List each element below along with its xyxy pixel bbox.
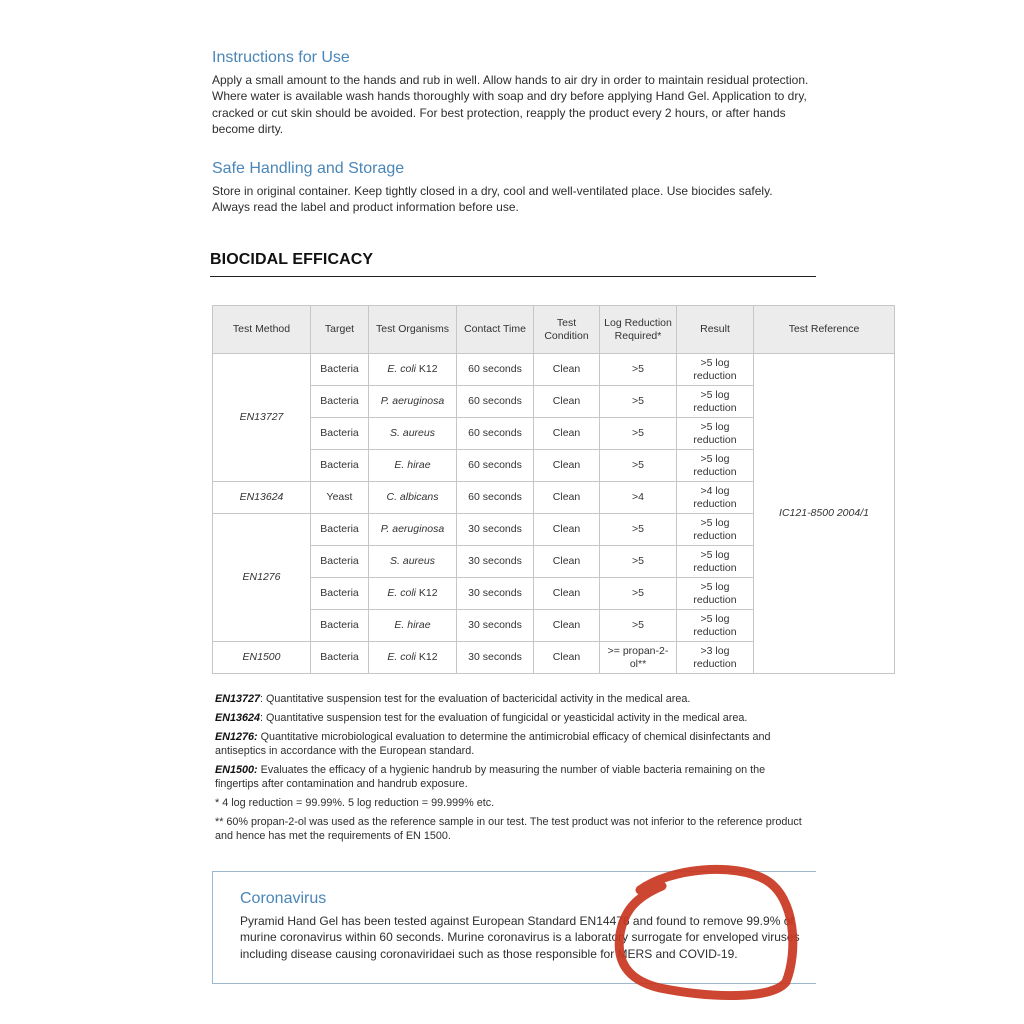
organism-name: P. aeruginosa xyxy=(380,395,445,407)
result-cell: >5 log reduction xyxy=(677,450,754,482)
log-reduction-required-cell: >4 xyxy=(600,482,677,514)
test-method-cell: EN1500 xyxy=(213,642,311,674)
target-cell: Bacteria xyxy=(311,578,369,610)
footnote-code: EN1276: xyxy=(215,731,258,743)
test-condition-cell: Clean xyxy=(534,386,600,418)
test-method-cell: EN1276 xyxy=(213,514,311,642)
test-condition-cell: Clean xyxy=(534,482,600,514)
organism-name: C. albicans xyxy=(386,491,439,503)
coronavirus-box xyxy=(212,871,816,984)
test-organism-cell xyxy=(369,386,457,418)
instructions-title: Instructions for Use xyxy=(212,49,350,66)
test-organism-cell xyxy=(369,546,457,578)
contact-time-cell: 60 seconds xyxy=(457,354,534,386)
target-cell: Bacteria xyxy=(311,418,369,450)
target-cell: Bacteria xyxy=(311,450,369,482)
test-organism-cell xyxy=(369,514,457,546)
footnote xyxy=(215,796,805,810)
contact-time-cell: 30 seconds xyxy=(457,546,534,578)
contact-time-cell: 60 seconds xyxy=(457,450,534,482)
test-condition-cell: Clean xyxy=(534,610,600,642)
log-reduction-required-cell: >5 xyxy=(600,514,677,546)
footnote xyxy=(215,763,805,791)
test-condition-cell: Clean xyxy=(534,642,600,674)
organism-name: E. hirae xyxy=(394,459,431,471)
table-header-cell: Log Reduction Required* xyxy=(600,306,677,354)
footnote-code: EN13727 xyxy=(215,693,261,705)
test-organism-cell xyxy=(369,418,457,450)
table-row xyxy=(213,354,895,386)
contact-time-cell: 30 seconds xyxy=(457,610,534,642)
organism-name: E. coli xyxy=(387,587,416,599)
test-reference-cell: IC121-8500 2004/1 xyxy=(754,354,895,674)
result-cell: >5 log reduction xyxy=(677,578,754,610)
log-reduction-required-cell: >5 xyxy=(600,418,677,450)
test-condition-cell: Clean xyxy=(534,450,600,482)
table-header-cell: Test Method xyxy=(213,306,311,354)
result-cell: >5 log reduction xyxy=(677,354,754,386)
organism-strain: K12 xyxy=(415,363,438,375)
organism-name: E. coli xyxy=(387,363,416,375)
organism-name: E. coli xyxy=(387,651,416,663)
result-cell: >5 log reduction xyxy=(677,386,754,418)
table-header-row xyxy=(213,306,895,354)
contact-time-cell: 60 seconds xyxy=(457,482,534,514)
organism-name: S. aureus xyxy=(390,427,435,439)
contact-time-cell: 60 seconds xyxy=(457,418,534,450)
target-cell: Bacteria xyxy=(311,610,369,642)
test-organism-cell xyxy=(369,642,457,674)
footnote-text: Quantitative microbiological evaluation to determine the antimicrobial efficacy of chemical disinfectants and antiseptics in accordance with the European standard. xyxy=(215,731,771,757)
table-header-cell: Target xyxy=(311,306,369,354)
test-method-cell: EN13727 xyxy=(213,354,311,482)
table-header-cell: Test Organisms xyxy=(369,306,457,354)
test-condition-cell: Clean xyxy=(534,418,600,450)
footnote-text: Quantitative suspension test for the evaluation of bactericidal activity in the medical area. xyxy=(266,693,691,705)
table-header-cell: Test Reference xyxy=(754,306,895,354)
footnote: EN13624: Quantitative suspension test for the evaluation of fungicidal or yeasticidal activity in the medical area. xyxy=(215,712,748,724)
target-cell: Bacteria xyxy=(311,642,369,674)
test-organism-cell xyxy=(369,450,457,482)
footnote-code: EN13624 xyxy=(215,712,261,724)
biocidal-efficacy-title: BIOCIDAL EFFICACY xyxy=(210,251,374,268)
coronavirus-text: Pyramid Hand Gel has been tested against European Standard EN14476 and found to remove 99.9% of murine coronavirus within 60 seconds. Murine coronavirus is a laboratory surrogate for enveloped viruses including disease causing coronaviridaei such as those responsible for MERS and COVID-19. xyxy=(240,914,800,961)
target-cell: Yeast xyxy=(311,482,369,514)
footnote-text: ** 60% propan-2-ol was used as the reference sample in our test. The test product was not inferior to the reference product and hence has met the requirements of EN 1500. xyxy=(215,816,802,842)
organism-strain: K12 xyxy=(415,587,438,599)
efficacy-table-container xyxy=(212,305,869,675)
footnotes xyxy=(215,692,805,848)
log-reduction-required-cell: >5 xyxy=(600,610,677,642)
result-cell: >3 log reduction xyxy=(677,642,754,674)
coronavirus-title: Coronavirus xyxy=(240,890,327,907)
log-reduction-required-cell: >5 xyxy=(600,354,677,386)
result-cell: >4 log reduction xyxy=(677,482,754,514)
footnote-text: Evaluates the efficacy of a hygienic handrub by measuring the number of viable bacteria remaining on the fingertips after contamination and handrub exposure. xyxy=(215,764,766,790)
log-reduction-required-cell: >= propan-2-ol** xyxy=(600,642,677,674)
result-cell: >5 log reduction xyxy=(677,546,754,578)
table-header-cell: Test Condition xyxy=(534,306,600,354)
storage-title: Safe Handling and Storage xyxy=(212,160,405,177)
contact-time-cell: 30 seconds xyxy=(457,578,534,610)
storage-text: Store in original container. Keep tightly closed in a dry, cool and well-ventilated place. Use biocides safely. Always read the label and product information before use. xyxy=(212,184,773,215)
footnote-text: * 4 log reduction = 99.99%. 5 log reduction = 99.999% etc. xyxy=(215,797,495,809)
organism-strain: K12 xyxy=(415,651,438,663)
table-header-cell: Contact Time xyxy=(457,306,534,354)
efficacy-table xyxy=(212,305,895,674)
target-cell: Bacteria xyxy=(311,354,369,386)
result-cell: >5 log reduction xyxy=(677,514,754,546)
table-header-cell: Result xyxy=(677,306,754,354)
contact-time-cell: 30 seconds xyxy=(457,642,534,674)
log-reduction-required-cell: >5 xyxy=(600,450,677,482)
result-cell: >5 log reduction xyxy=(677,610,754,642)
test-condition-cell: Clean xyxy=(534,354,600,386)
test-condition-cell: Clean xyxy=(534,546,600,578)
footnote-text: Quantitative suspension test for the evaluation of fungicidal or yeasticidal activity in the medical area. xyxy=(266,712,748,724)
contact-time-cell: 30 seconds xyxy=(457,514,534,546)
footnote xyxy=(215,730,805,758)
test-condition-cell: Clean xyxy=(534,578,600,610)
target-cell: Bacteria xyxy=(311,546,369,578)
test-method-cell: EN13624 xyxy=(213,482,311,514)
test-organism-cell xyxy=(369,482,457,514)
organism-name: S. aureus xyxy=(390,555,435,567)
contact-time-cell: 60 seconds xyxy=(457,386,534,418)
section-divider xyxy=(210,276,816,277)
log-reduction-required-cell: >5 xyxy=(600,578,677,610)
footnote-code: EN1500: xyxy=(215,764,258,776)
log-reduction-required-cell: >5 xyxy=(600,386,677,418)
test-organism-cell xyxy=(369,354,457,386)
test-organism-cell xyxy=(369,610,457,642)
organism-name: E. hirae xyxy=(394,619,431,631)
test-organism-cell xyxy=(369,578,457,610)
instructions-text: Apply a small amount to the hands and rub in well. Allow hands to air dry in order to maintain residual protection. Where water is available wash hands thoroughly with soap and dry before applying Hand Gel. Application to dry, cracked or cut skin should be avoided. For best protection, reapply the product every 2 hours, or after hands become dirty. xyxy=(212,73,809,137)
test-condition-cell: Clean xyxy=(534,514,600,546)
footnote xyxy=(215,815,805,843)
target-cell: Bacteria xyxy=(311,514,369,546)
organism-name: P. aeruginosa xyxy=(380,523,445,535)
result-cell: >5 log reduction xyxy=(677,418,754,450)
target-cell: Bacteria xyxy=(311,386,369,418)
log-reduction-required-cell: >5 xyxy=(600,546,677,578)
footnote: EN13727: Quantitative suspension test for the evaluation of bactericidal activity in the medical area. xyxy=(215,693,691,705)
